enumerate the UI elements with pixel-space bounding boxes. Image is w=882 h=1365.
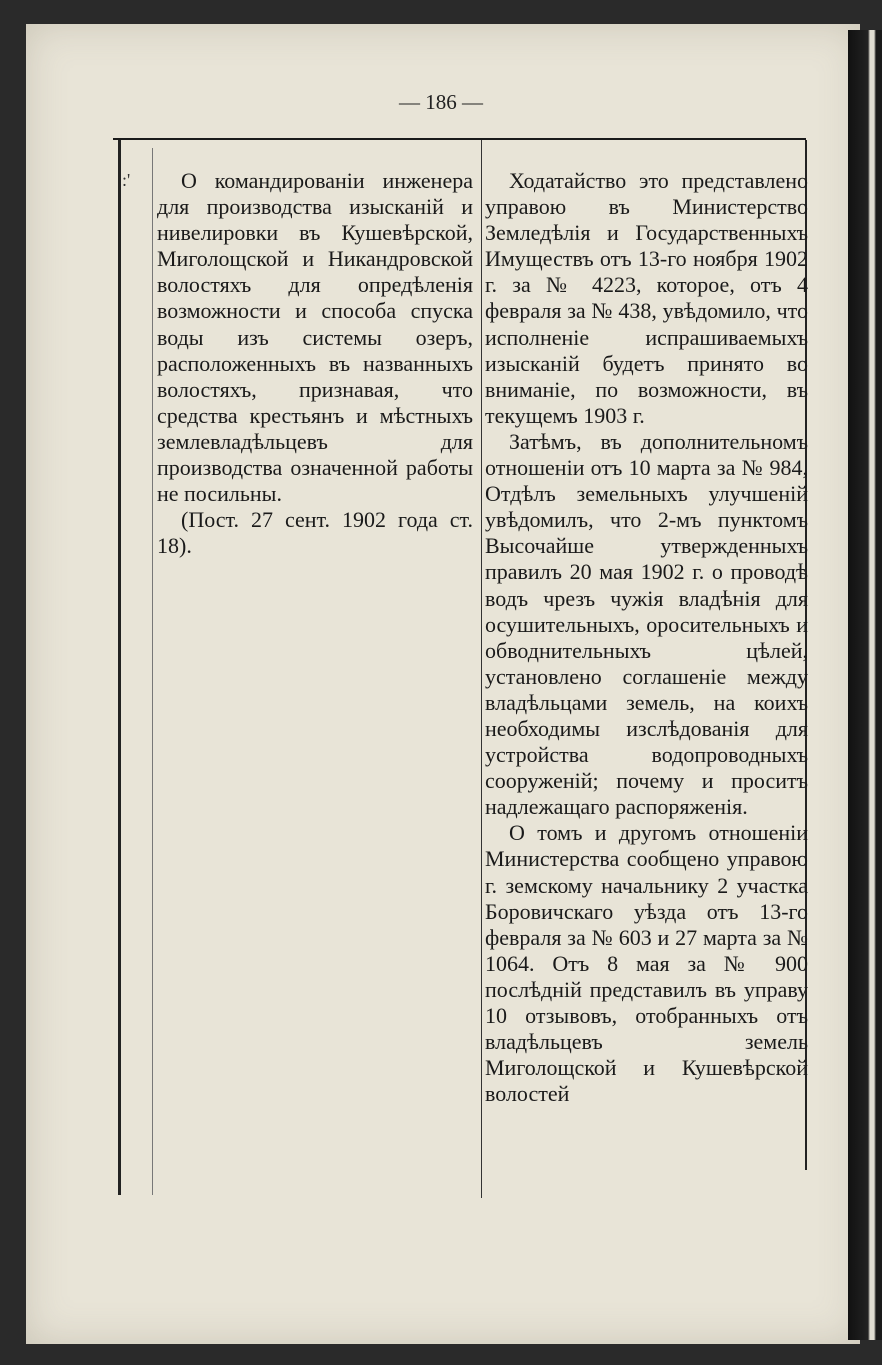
- right-paragraph-1: Ходатайство это представлено управою въ Министерство Земледѣлія и Государственныхъ Имуществъ отъ 13-го ноября 1902 г. за № 4223, которое, отъ 4 февраля за № 438, увѣдомило, что исполненіе испрашиваемыхъ изысканій будетъ принято во вниманіе, по возможности, въ текущемъ 1903 г.: [485, 168, 808, 428]
- left-paragraph-1: О командированіи инженера для производства изысканій и нивелировки въ Кушевѣрской, Миголощской и Никандровской волостяхъ для опредѣленія возможности и способа спуска воды изъ системы озеръ, расположенныхъ въ названныхъ волостяхъ, признавая, что средства крестьянъ и мѣстныхъ землевладѣльцевъ для производства означенной работы не посильны.: [157, 168, 473, 507]
- right-paragraph-3: О томъ и другомъ отношеніи Министерства сообщено управою г. земскому начальнику 2 участка Боровичскаго уѣзда отъ 13-го февраля за № 603 и 27 марта за № 1064. Отъ 8 мая за № 900 послѣдній представилъ въ управу 10 отзывовъ, отобранныхъ отъ владѣльцевъ земель Миголощской и Кушевѣрской волостей: [485, 820, 808, 1107]
- left-inner-line: [152, 148, 153, 1195]
- top-rule: [113, 138, 806, 140]
- left-paragraph-2: (Пост. 27 сент. 1902 года ст. 18).: [157, 507, 473, 559]
- column-divider: [481, 140, 482, 1198]
- right-paragraph-2: Затѣмъ, въ дополнительномъ отношеніи отъ 10 марта за № 984, Отдѣлъ земельныхъ улучшеній увѣдомилъ, что 2-мъ пунктомъ Высочайше утвержденныхъ правилъ 20 мая 1902 г. о проводѣ водъ чрезъ чужія владѣнія для осушительныхъ, оросительныхъ и обводнительныхъ цѣлей, установлено соглашеніе между владѣльцами земель, на коихъ необходимы изслѣдованія для устройства водопроводныхъ сооруженій; почему и проситъ надлежащаго распоряженія.: [485, 428, 808, 820]
- page-number: — 186 —: [399, 90, 483, 114]
- margin-mark: :': [122, 170, 131, 190]
- right-column: [485, 168, 808, 1107]
- left-column: [157, 168, 473, 559]
- left-border-line: [118, 140, 121, 1195]
- page-edge: [848, 30, 882, 1340]
